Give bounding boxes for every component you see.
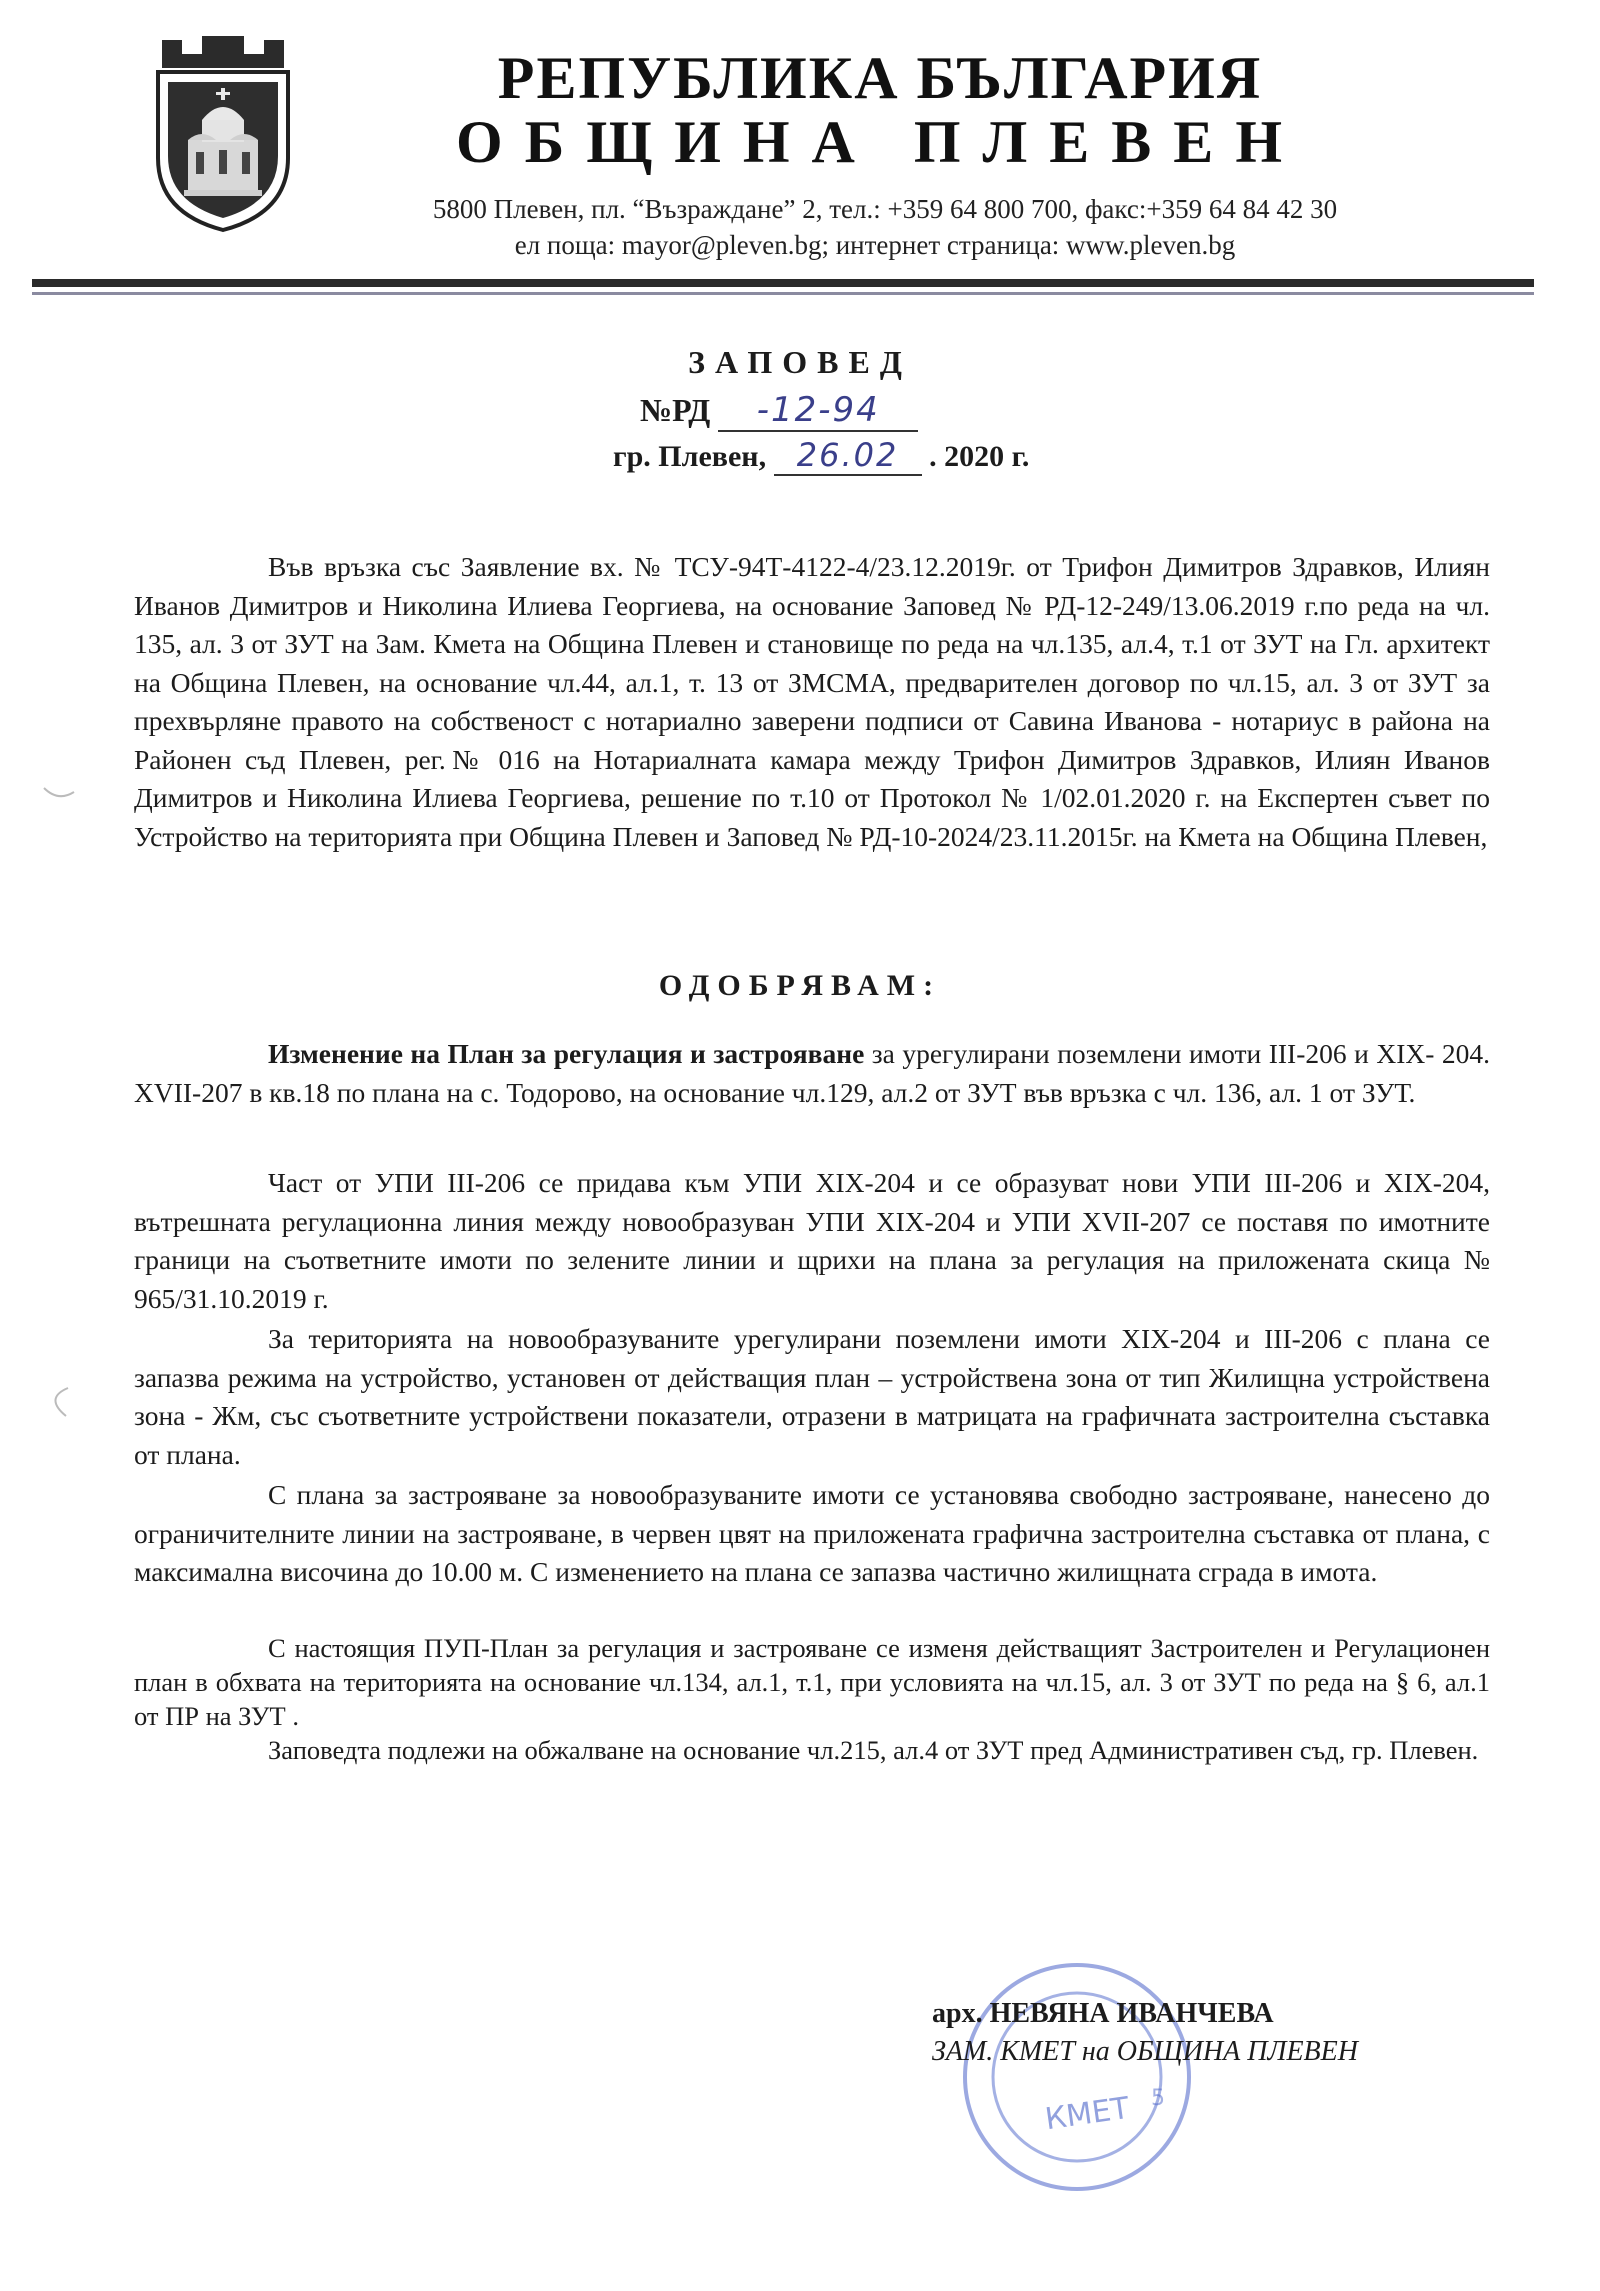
pleven-coat-of-arms-icon	[152, 28, 294, 234]
signatory-name: арх. НЕВЯНА ИВАНЧЕВА	[932, 1998, 1274, 2029]
order-date-handwritten: 26.02	[774, 436, 922, 476]
decision-subject: Изменение на План за регулация и застрояване	[268, 1038, 865, 1069]
order-title: ЗАПОВЕД	[688, 344, 912, 380]
svg-text:КМЕТ: КМЕТ	[1042, 2090, 1132, 2138]
approve-heading: ОДОБРЯВАМ:	[658, 969, 942, 1002]
order-year: . 2020 г.	[929, 440, 1030, 473]
order-number-label: №РД	[640, 392, 711, 428]
scan-mark-icon	[38, 1384, 78, 1420]
order-number	[640, 390, 918, 432]
amendment-paragraph: С настоящия ПУП-План за регулация и застрояване се изменя действащият Застроителен и Регулационен план в обхвата на територията на основание чл.134, ал.1, т.1, при условията на чл.15, ал. 3 от ЗУТ по реда на § 6, ал.1 от ПР на ЗУТ .	[134, 1633, 1490, 1731]
scan-mark-icon	[40, 780, 80, 810]
svg-text:5: 5	[1151, 2086, 1165, 2111]
zoning-paragraph: За територията на новообразуваните урегулирани поземлени имоти XIX-204 и III-206 с плана се запазва режима на устройство, установен от действащия план – устройствена зона от тип Жилищна устройствена зона - Жм, със съответните устройствени показатели, отразени в матрицата на графичната застроителна съставка от плана.	[134, 1323, 1490, 1470]
decision-rest: за урегулирани поземлени имоти III-206 и XIX- 204. XVII-207 в кв.18 по плана на с. Тодорово, на основание чл.129, ал.2 от ЗУТ във връзка с чл. 136, ал. 1 от ЗУТ.	[134, 1038, 1490, 1108]
order-city-label: гр. Плевен,	[613, 440, 767, 473]
appeal-paragraph: Заповедта подлежи на обжалване на основание чл.215, ал.4 от ЗУТ пред Административен съд, гр. Плевен.	[268, 1735, 1479, 1765]
contact-line: ел поща: mayor@pleven.bg; интернет страница: www.pleven.bg	[514, 230, 1236, 260]
preamble-paragraph: Във връзка със Заявление вх. № ТСУ-94Т-4122-4/23.12.2019г. от Трифон Димитров Здравков, Илиян Иванов Димитров и Николина Илиева Георгиева, на основание Заповед № РД-12-249/13.06.2019 г.по реда на чл. 135, ал. 3 от ЗУТ на Зам. Кмета на Община Плевен и становище по реда на чл.135, ал.4, т.1 от ЗУТ на Гл. архитект на Община Плевен, на основание чл.44, ал.1, т. 13 от ЗМСМА, предварителен договор по чл.15, ал. 3 от ЗУТ за прехвърляне правото на собственост с нотариално заверени подписи от Савина Иванова - нотариус в района на Районен съд Плевен, рег.№ 016 на Нотариалната камара между Трифон Димитров Здравков, Илиян Иванов Димитров и Николина Илиева Георгиева, решение по т.10 от Протокол № 1/02.01.2020 г. на Експертен съвет по Устройство на територията при Община Плевен и Заповед № РД-10-2024/23.11.2015г. на Кмета на Община Плевен,	[134, 551, 1490, 852]
header-rule-thin	[32, 292, 1534, 295]
header-rule-thick	[32, 279, 1534, 287]
official-stamp-icon	[955, 1955, 1200, 2200]
decision-paragraph	[134, 1035, 1490, 1112]
municipality-title: ОБЩИНА ПЛЕВЕН	[455, 109, 1304, 175]
address-line: 5800 Плевен, пл. “Възраждане” 2, тел.: +359 64 800 700, факс:+359 64 84 42 30	[432, 194, 1338, 224]
building-plan-paragraph: С плана за застрояване за новообразуваните имоти се установява свободно застрояване, нанесено до ограничителните линии на застрояване, в червен цвят на приложената графична застроителна съставка от плана, с максимална височина до 10.00 м. С изменението на плана се запазва частично жилищната сграда в имота.	[134, 1479, 1490, 1587]
order-number-handwritten: -12-94	[718, 390, 918, 432]
order-date	[613, 436, 1029, 476]
signatory-role: ЗАМ. КМЕТ на ОБЩИНА ПЛЕВЕН	[932, 2036, 1358, 2067]
parcel-change-paragraph: Част от УПИ III-206 се придава към УПИ XIX-204 и се образуват нови УПИ III-206 и XIX-204, вътрешната регулационна линия между новообразуван УПИ XIX-204 и УПИ XVII-207 се поставя по имотните граници на съответните имоти по зелените линии и щрихи на плана за регулация на приложената скица № 965/31.10.2019 г.	[134, 1167, 1490, 1314]
republic-title: РЕПУБЛИКА БЪЛГАРИЯ	[497, 45, 1263, 111]
